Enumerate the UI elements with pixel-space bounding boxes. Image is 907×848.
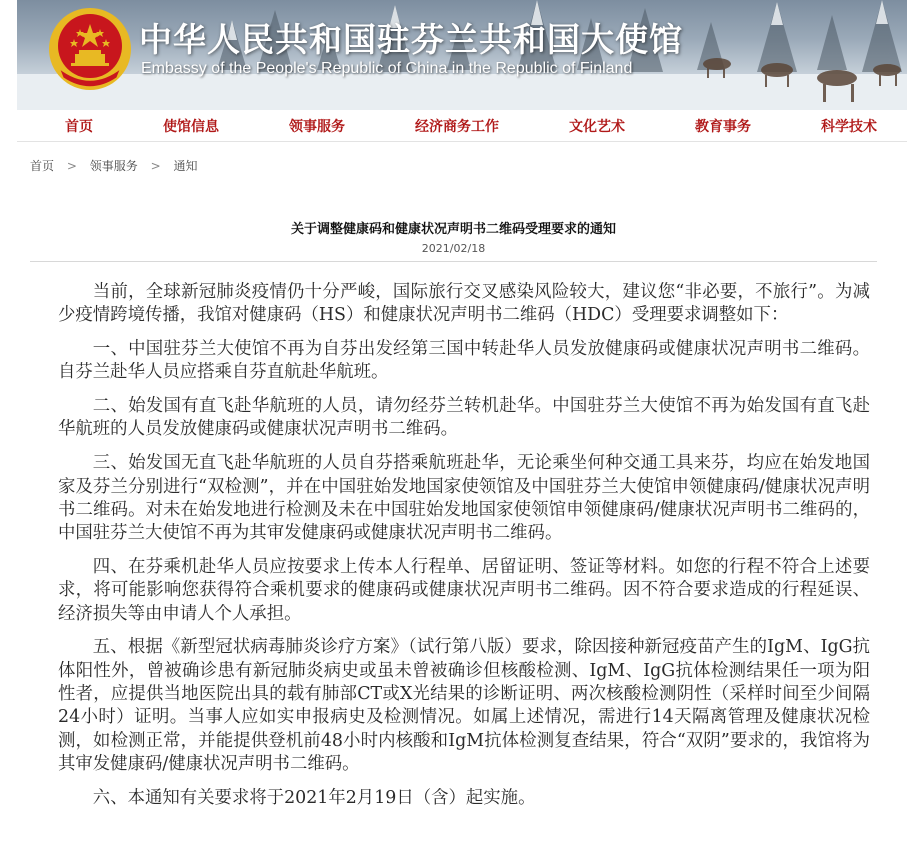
site-title-cn: 中华人民共和国驻芬兰共和国大使馆	[139, 20, 683, 59]
breadcrumb-notices[interactable]: 通知	[173, 159, 198, 173]
nav-item-culture-art[interactable]: 文化艺术	[569, 118, 625, 135]
nav-item-economic-commerce[interactable]: 经济商务工作	[415, 118, 499, 135]
nav-item-home[interactable]: 首页	[65, 118, 93, 135]
breadcrumb-consular-services[interactable]: 领事服务	[89, 159, 138, 173]
article-date: 2021/02/18	[421, 242, 486, 255]
breadcrumb-separator: >	[150, 159, 161, 173]
main-nav	[17, 110, 907, 142]
nav-item-science-tech[interactable]: 科学技术	[821, 118, 877, 135]
article-title: 关于调整健康码和健康状况声明书二维码受理要求的通知	[290, 222, 616, 237]
article-paragraph: 六、本通知有关要求将于2021年2月19日（含）起实施。	[92, 787, 536, 808]
nav-item-embassy-info[interactable]: 使馆信息	[163, 118, 219, 135]
nav-item-education[interactable]: 教育事务	[695, 118, 751, 135]
breadcrumb	[30, 157, 197, 174]
article-paragraph: 当前，全球新冠肺炎疫情仍十分严峻，国际旅行交叉感染风险较大，建议您“非必要，不旅行”。为减少疫情跨境传播，我馆对健康码（HS）和健康状况声明书二维码（HDC）受理要求调整如下：	[58, 282, 870, 326]
article-paragraph: 一、中国驻芬兰大使馆不再为自芬出发经第三国中转赴华人员发放健康码或健康状况声明书二维码。自芬兰赴华人员应搭乘自芬直航赴华航班。	[58, 339, 870, 383]
breadcrumb-home[interactable]: 首页	[30, 159, 55, 173]
article-paragraph: 四、在芬乘机赴华人员应按要求上传本人行程单、居留证明、签证等材料。如您的行程不符合上述要求，将可能影响您获得符合乘机要求的健康码或健康状况声明书二维码。因不符合要求造成的行程延误、经济损失等由申请人个人承担。	[58, 556, 870, 624]
article-paragraph: 五、根据《新型冠状病毒肺炎诊疗方案》（试行第八版）要求，除因接种新冠疫苗产生的IgM、IgG抗体阳性外，曾被确诊患有新冠肺炎病史或虽未曾被确诊但核酸检测、IgM、IgG抗体检测结果任一项为阳性者，应提供当地医院出具的载有肺部CT或X光结果的诊断证明、两次核酸检测阴性（采样时间至少间隔24小时）证明。当事人应如实申报病史及检测情况。如属上述情况，需进行14天隔离管理及健康状况检测，如检测正常，并能提供登机前48小时内核酸和IgM抗体检测复查结果，符合“双阴”要求的，我馆将为其审发健康码/健康状况声明书二维码。	[58, 637, 870, 774]
breadcrumb-separator: >	[66, 159, 77, 173]
site-title-en: Embassy of the People's Republic of China in the Republic of Finland	[141, 60, 633, 77]
article-paragraph: 二、始发国有直飞赴华航班的人员，请勿经芬兰转机赴华。中国驻芬兰大使馆不再为始发国有直飞赴华航班的人员发放健康码或健康状况声明书二维码。	[58, 396, 870, 440]
title-divider	[30, 261, 877, 262]
article-body	[58, 281, 870, 820]
site-banner	[17, 0, 907, 110]
article-paragraph: 三、始发国无直飞赴华航班的人员自芬搭乘航班赴华，无论乘坐何种交通工具来芬，均应在始发地国家及芬兰分别进行“双检测”，并在中国驻始发地国家使领馆及中国驻芬兰大使馆申领健康码/健康状况声明书二维码。对未在始发地进行检测及未在中国驻始发地国家使领馆申领健康码/健康状况声明书二维码的，中国驻芬兰大使馆不再为其审发健康码或健康状况声明书二维码。	[58, 453, 870, 544]
nav-item-consular-services[interactable]: 领事服务	[289, 118, 345, 135]
